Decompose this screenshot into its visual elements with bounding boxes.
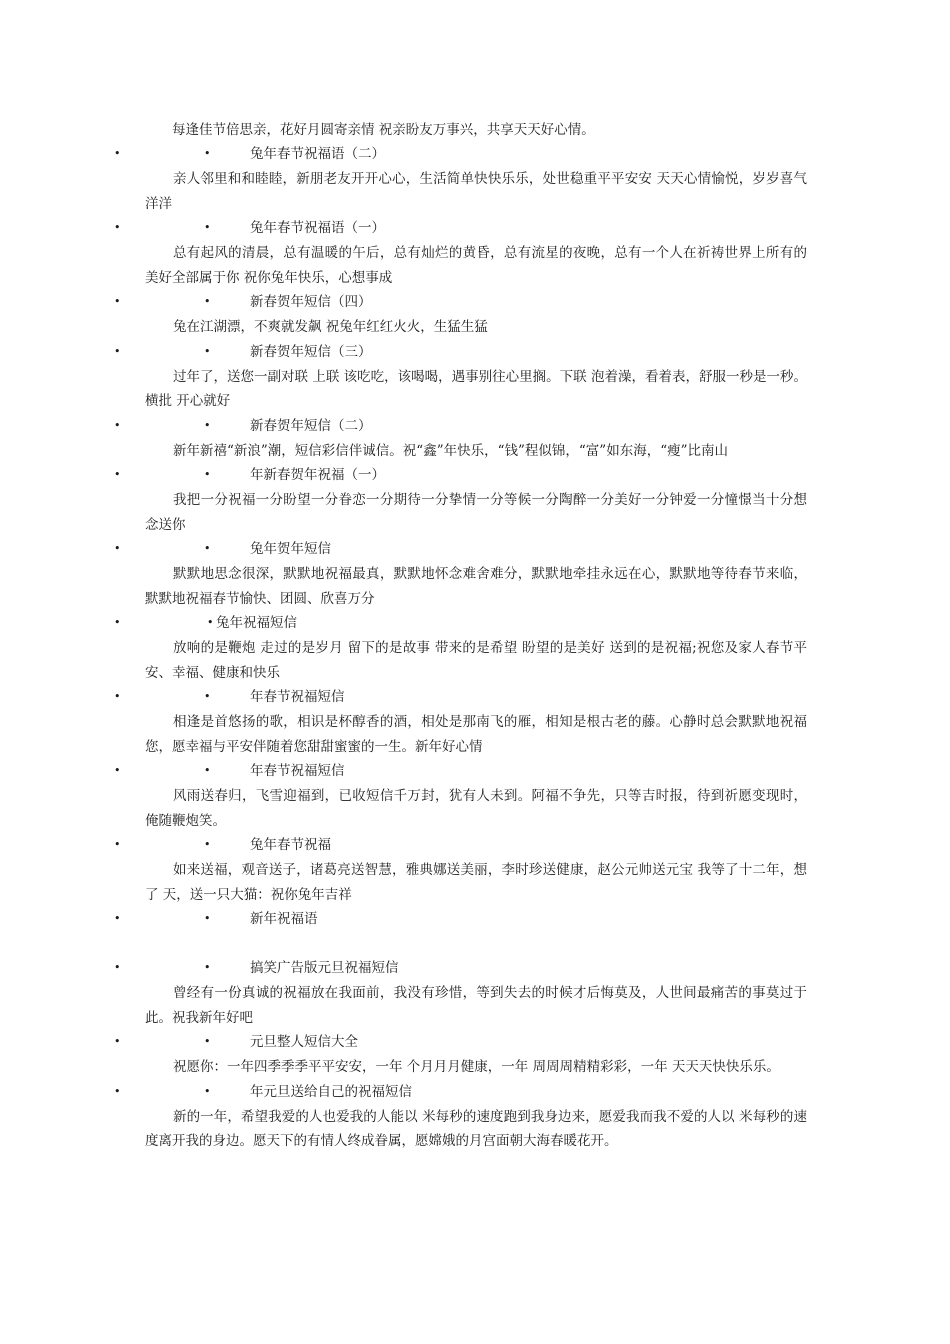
section-body: 新年新禧“新浪”潮，短信彩信伴诚信。祝“鑫”年快乐，“钱”程似锦，“富”如东海，“瘦”比南山	[173, 442, 729, 459]
greetings-list	[0, 142, 950, 1154]
section-heading: 新春贺年短信（四）	[250, 294, 372, 310]
greeting-section	[0, 414, 950, 464]
list-bullet-icon: •	[114, 295, 121, 308]
section-heading: 年元旦送给自己的祝福短信	[250, 1083, 412, 1100]
sub-bullet-icon: •	[204, 690, 211, 703]
greeting-section	[0, 685, 950, 759]
section-heading-row	[0, 414, 950, 439]
list-bullet-icon: •	[114, 542, 121, 555]
list-bullet-icon: •	[114, 147, 121, 160]
list-bullet-icon: •	[114, 616, 121, 629]
sub-bullet-icon: •	[204, 764, 211, 777]
greeting-section	[0, 611, 950, 685]
sub-bullet-icon: •	[204, 961, 211, 974]
greeting-section	[0, 216, 950, 290]
sub-bullet-icon: •	[204, 147, 211, 160]
greeting-section	[0, 1080, 950, 1154]
greeting-section	[0, 907, 950, 956]
sub-bullet-icon: •	[204, 344, 211, 358]
section-heading: 兔年祝福短信	[216, 615, 297, 631]
section-heading: 兔年春节祝福	[250, 837, 331, 853]
greeting-section	[0, 290, 950, 340]
greeting-section	[0, 759, 950, 833]
section-heading: 年春节祝福短信	[250, 763, 345, 779]
list-bullet-icon: •	[114, 221, 121, 234]
section-body: 默默地思念很深，默默地祝福最真，默默地怀念难舍难分，默默地牵挂永远在心，默默地等待春节来临，默默地祝福春节愉快、团圆、欣喜万分	[145, 566, 807, 607]
section-heading: 元旦整人短信大全	[250, 1034, 358, 1050]
list-bullet-icon: •	[114, 764, 121, 777]
greeting-section	[0, 463, 950, 537]
list-bullet-icon: •	[114, 418, 121, 432]
list-bullet-icon: •	[114, 838, 121, 851]
list-bullet-icon: •	[114, 1035, 121, 1048]
sub-bullet-icon: •	[204, 1035, 211, 1048]
section-heading: 兔年春节祝福语（一）	[250, 220, 385, 236]
sub-bullet-icon: •	[204, 295, 211, 308]
list-bullet-icon: •	[114, 961, 121, 974]
section-body: 曾经有一份真诚的祝福放在我面前，我没有珍惜，等到失去的时候才后悔莫及，人世间最痛苦的事莫过于此。祝我新年好吧	[145, 985, 807, 1026]
section-body: 兔在江湖漂，不爽就发飙 祝兔年红红火火，生猛生猛	[173, 319, 488, 335]
sub-bullet-icon: •	[204, 468, 211, 481]
section-heading-row	[0, 759, 950, 784]
sub-bullet-icon: •	[204, 418, 211, 432]
section-heading-row	[0, 611, 950, 636]
section-heading: 搞笑广告版元旦祝福短信	[250, 960, 399, 976]
section-heading: 新春贺年短信（三）	[250, 343, 372, 360]
section-body	[0, 932, 807, 956]
list-bullet-icon: •	[114, 344, 121, 358]
section-body: 过年了，送您一副对联 上联 该吃吃，该喝喝，遇事别往心里搁。下联 泡着澡，看着表，舒服一秒是一秒。横批 开心就好	[145, 368, 807, 409]
sub-bullet-icon: •	[204, 542, 211, 555]
greeting-section	[0, 833, 950, 907]
section-heading: 新年祝福语	[250, 911, 318, 927]
section-body: 我把一分祝福一分盼望一分眷恋一分期待一分挚情一分等候一分陶醉一分美好一分钟爱一分憧憬当十分想念送你	[145, 492, 807, 533]
section-heading: 新春贺年短信（二）	[250, 417, 372, 434]
section-heading-row	[0, 907, 950, 932]
section-heading-row	[0, 340, 950, 365]
section-heading: 年春节祝福短信	[250, 689, 345, 705]
section-heading-row	[0, 290, 950, 315]
section-heading-row	[0, 1030, 950, 1055]
section-heading-row	[0, 956, 950, 981]
section-heading-row	[0, 833, 950, 858]
list-bullet-icon: •	[114, 1084, 121, 1098]
section-body: 如来送福，观音送子，诸葛亮送智慧，雅典娜送美丽，李时珍送健康，赵公元帅送元宝 我等了十二年，想了 天，送一只大猫：祝你兔年吉祥	[145, 862, 807, 903]
section-body: 风雨送春归，飞雪迎福到，已收短信千万封，犹有人未到。阿福不争先，只等吉时报，待到祈愿变现时，俺随鞭炮笑。	[145, 788, 807, 829]
list-bullet-icon: •	[114, 468, 121, 481]
sub-bullet-icon: •	[207, 616, 214, 629]
list-bullet-icon: •	[114, 690, 121, 703]
list-bullet-icon: •	[114, 912, 121, 925]
section-body: 新的一年，希望我爱的人也爱我的人能以 米每秒的速度跑到我身边来，愿爱我而我不爱的人以 米每秒的速度离开我的身边。愿天下的有情人终成眷属，愿嫦娥的月宫面朝大海春暖花开。	[145, 1108, 807, 1149]
section-heading-row	[0, 685, 950, 710]
sub-bullet-icon: •	[204, 912, 211, 925]
section-heading-row	[0, 537, 950, 562]
section-body: 亲人邻里和和睦睦，新朋老友开开心心，生活简单快快乐乐，处世稳重平平安安 天天心情愉悦，岁岁喜气洋洋	[145, 171, 807, 212]
section-heading-row	[0, 463, 950, 488]
section-heading: 年新春贺年祝福（一）	[250, 467, 385, 483]
section-heading: 兔年春节祝福语（二）	[250, 146, 385, 162]
greeting-section	[0, 1030, 950, 1080]
section-body: 放响的是鞭炮 走过的是岁月 留下的是故事 带来的是希望 盼望的是美好 送到的是祝福;祝您及家人春节平安、幸福、健康和快乐	[145, 640, 807, 681]
sub-bullet-icon: •	[204, 221, 211, 234]
greeting-section	[0, 340, 950, 414]
section-heading-row	[0, 1080, 950, 1105]
section-heading-row	[0, 216, 950, 241]
section-heading-row	[0, 142, 950, 167]
section-body: 相逢是首悠扬的歌，相识是杯醇香的酒，相处是那南飞的雁，相知是根古老的藤。心静时总会默默地祝福您，愿幸福与平安伴随着您甜甜蜜蜜的一生。新年好心情	[145, 714, 807, 755]
sub-bullet-icon: •	[204, 1084, 211, 1098]
section-heading: 兔年贺年短信	[250, 541, 331, 557]
intro-paragraph: 每逢佳节倍思亲，花好月圆寄亲情 祝亲盼友万事兴，共享天天好心情。	[172, 122, 595, 138]
sub-bullet-icon: •	[204, 838, 211, 851]
greeting-section	[0, 956, 950, 1030]
greeting-section	[0, 537, 950, 611]
greeting-section	[0, 142, 950, 216]
section-body: 祝愿你：一年四季季季平平安安，一年 个月月月健康，一年 周周周精精彩彩，一年 天天天快快乐乐。	[173, 1059, 780, 1075]
section-body: 总有起风的清晨，总有温暖的午后，总有灿烂的黄昏，总有流星的夜晚，总有一个人在祈祷世界上所有的美好全部属于你 祝你兔年快乐，心想事成	[145, 245, 807, 286]
